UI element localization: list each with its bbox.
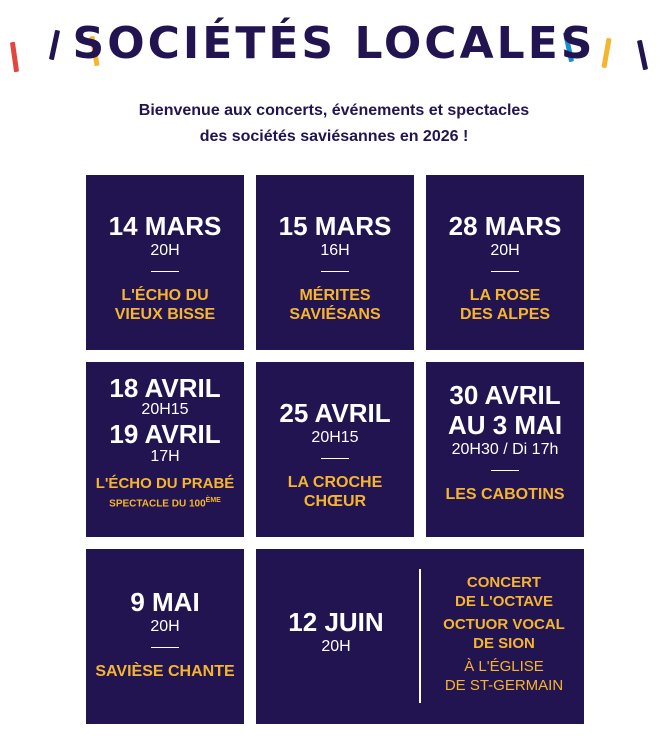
event-name: MÉRITES	[299, 287, 371, 304]
event-date: 14 MARS	[108, 211, 222, 241]
intro-line: des sociétés saviésannes en 2026 !	[199, 128, 469, 145]
event-card	[86, 175, 244, 350]
event-date: 19 AVRIL	[109, 419, 221, 449]
event-date: 30 AVRIL	[449, 380, 561, 410]
event-date: 18 AVRIL	[109, 373, 221, 403]
event-time: 17H	[150, 448, 180, 465]
event-name: CONCERT	[466, 574, 542, 591]
event-card	[256, 362, 414, 537]
event-date: AU 3 MAI	[447, 410, 563, 440]
vertical-divider	[419, 569, 421, 703]
event-name: LA ROSE	[469, 287, 541, 304]
event-date: 28 MARS	[448, 211, 562, 241]
separator	[321, 271, 349, 272]
event-time: 20H15	[311, 429, 359, 446]
event-time: 20H	[321, 638, 351, 655]
event-card	[86, 549, 244, 724]
event-card	[426, 175, 584, 350]
event-time: 20H	[490, 242, 520, 259]
event-right	[424, 573, 584, 695]
event-date: 9 MAI	[130, 587, 200, 617]
event-name: SAVIÉSANS	[289, 306, 381, 323]
separator	[151, 647, 179, 648]
event-name: L'ÉCHO DU PRABÉ	[95, 475, 235, 492]
event-card	[426, 362, 584, 537]
event-name: SAVIÈSE CHANTE	[95, 663, 235, 680]
subtitle-sup: ÈME	[205, 497, 221, 504]
event-name: LA CROCHE	[287, 474, 383, 491]
subtitle-text: SPECTACLE DU 100	[109, 498, 206, 510]
separator	[491, 470, 519, 471]
event-name: CHŒUR	[303, 493, 367, 510]
event-time: 20H30 / Di 17h	[451, 441, 559, 458]
event-name: VIEUX BISSE	[114, 306, 216, 323]
event-place: À L'ÉGLISE	[464, 658, 544, 675]
separator	[321, 458, 349, 459]
event-date: 12 JUIN	[288, 607, 384, 637]
event-name: L'ÉCHO DU	[121, 287, 209, 304]
intro-text	[0, 98, 668, 150]
event-name: DE L'OCTAVE	[454, 593, 553, 610]
event-name: DES ALPES	[459, 306, 551, 323]
event-time: 20H15	[141, 401, 189, 418]
event-card	[86, 362, 244, 537]
event-left	[256, 607, 416, 657]
event-name: DE SION	[473, 635, 535, 652]
event-time: 20H	[150, 618, 180, 635]
event-name: OCTUOR VOCAL	[443, 616, 565, 633]
separator	[491, 271, 519, 272]
event-time: 16H	[320, 242, 350, 259]
event-date: 25 AVRIL	[279, 398, 391, 428]
intro-line: Bienvenue aux concerts, événements et spectacles	[138, 102, 530, 119]
event-card	[256, 175, 414, 350]
event-subtitle	[86, 494, 244, 510]
page-title: SOCIÉTÉS LOCALES	[72, 18, 596, 69]
event-date: 15 MARS	[278, 211, 392, 241]
event-place: DE ST-GERMAIN	[444, 677, 564, 694]
header	[0, 0, 668, 80]
event-name: LES CABOTINS	[445, 486, 565, 503]
event-time: 20H	[150, 242, 180, 259]
event-card-wide	[256, 549, 584, 724]
separator	[151, 271, 179, 272]
